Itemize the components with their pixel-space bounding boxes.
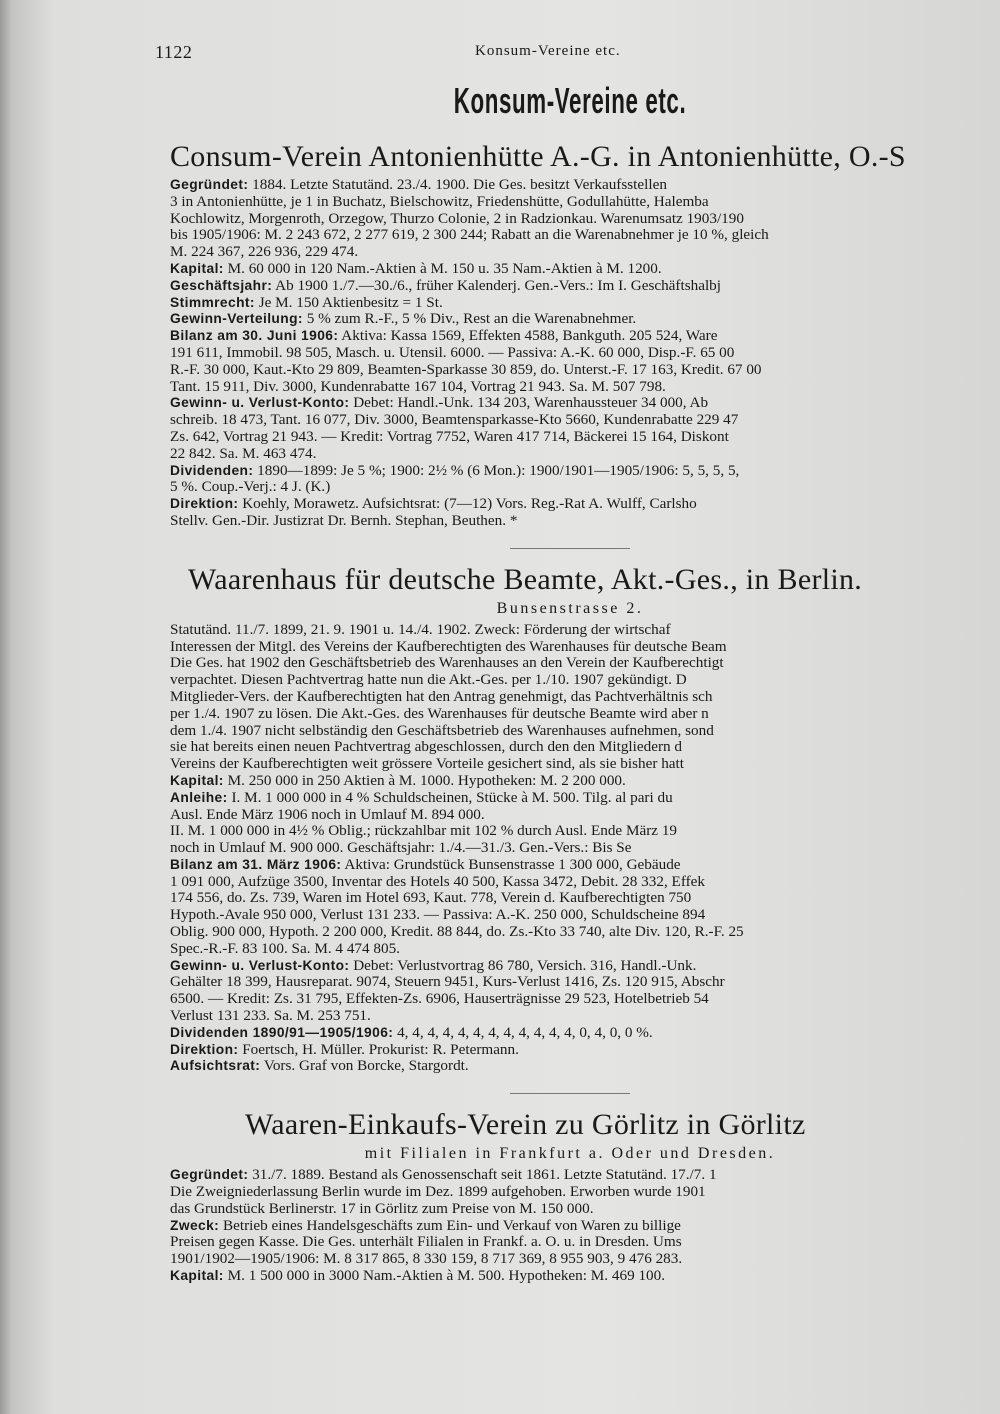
field-text: Je M. 150 Aktienbesitz = 1 St. (254, 294, 443, 311)
text-line (170, 412, 970, 429)
field-text: Die Zweigniederlassung Berlin wurde im Dez. 1899 aufgehoben. Erworben wurde 1901 (170, 1184, 706, 1201)
text-line (170, 941, 970, 958)
field-label: Dividenden 1890/91—1905/1906: (170, 1024, 394, 1040)
field-text: noch in Umlauf M. 900 000. Geschäftsjahr: 1./4.—31./3. Gen.-Vers.: Bis Se (170, 840, 632, 857)
text-line (170, 1251, 970, 1268)
company-subtitle: Bunsenstrasse 2. (496, 599, 644, 617)
field-label: Gegründet: (170, 1167, 249, 1183)
binding-shadow (0, 0, 55, 1414)
field-text: Interessen der Mitgl. des Vereins der Kaufberechtigten des Warenhauses für deutsche Beam (170, 638, 727, 655)
field-text: Betrieb eines Handelsgeschäfts zum Ein- und Verkauf von Waren zu billige (219, 1217, 681, 1234)
text-line (170, 311, 970, 328)
section-divider (510, 548, 630, 549)
field-label: Bilanz am 31. März 1906: (170, 856, 342, 872)
company-title: Waaren-Einkaufs-Verein zu Görlitz in Görlitz (245, 1108, 806, 1142)
field-text: per 1./4. 1907 zu lösen. Die Akt.-Ges. des Warenhauses für deutsche Beamte wird aber n (170, 705, 709, 722)
page-content (155, 38, 970, 1285)
field-text: 31./7. 1889. Bestand als Genossenschaft seit 1861. Letzte Statutänd. 17./7. 1 (248, 1167, 717, 1184)
field-text: R.-F. 30 000, Kaut.-Kto 29 809, Beamten-Sparkasse 30 859, do. Unterst.-F. 17 163, Kredit. 67 00 (170, 361, 762, 378)
field-label: Gewinn- u. Verlust-Konto: (170, 957, 350, 973)
text-line (170, 840, 970, 857)
field-label: Stimmrecht: (170, 294, 255, 310)
text-line (170, 773, 970, 790)
field-label: Zweck: (170, 1217, 220, 1233)
text-line (170, 924, 970, 941)
text-line (170, 823, 970, 840)
text-line (170, 622, 970, 639)
field-text: das Grundstück Berlinerstr. 17 in Görlitz zum Preise von M. 150 000. (170, 1200, 594, 1217)
field-text: Aktiva: Kassa 1569, Effekten 4588, Bankguth. 205 524, Ware (338, 328, 718, 345)
text-line (170, 672, 970, 689)
field-text: M. 250 000 in 250 Aktien à M. 1000. Hypotheken: M. 2 200 000. (223, 772, 626, 789)
text-line (170, 379, 970, 396)
field-text: schreib. 18 473, Tant. 16 077, Div. 3000, Beamtensparkasse-Kto 5660, Kundenrabatte 229 47 (170, 412, 739, 429)
page-number: 1122 (155, 42, 193, 62)
field-label: Geschäftsjahr: (170, 277, 273, 293)
text-line (170, 446, 970, 463)
text-line (170, 227, 970, 244)
field-text: 3 in Antonienhütte, je 1 in Buchatz, Bielschowitz, Friedenshütte, Godullahütte, Halemba (170, 193, 709, 210)
field-text: 1890—1899: Je 5 %; 1900: 2½ % (6 Mon.): 1900/1901—1905/1906: 5, 5, 5, 5, (253, 462, 740, 479)
field-text: 1884. Letzte Statutänd. 23./4. 1900. Die Ges. besitzt Verkaufsstellen (248, 177, 667, 193)
text-line (170, 958, 970, 975)
field-text: 4, 4, 4, 4, 4, 4, 4, 4, 4, 4, 4, 4, 0, 4, 0, 0 %. (393, 1024, 653, 1041)
text-line (170, 907, 970, 924)
text-line (170, 756, 970, 773)
text-line (170, 991, 970, 1008)
text-line (170, 1218, 970, 1235)
text-line (170, 362, 970, 379)
company-entry (170, 140, 970, 530)
text-line (170, 874, 970, 891)
text-line (170, 790, 970, 807)
field-text: Koehly, Morawetz. Aufsichtsrat: (7—12) Vors. Reg.-Rat A. Wulff, Carlsho (238, 496, 697, 513)
field-text: Zs. 642, Vortrag 21 943. — Kredit: Vortrag 7752, Waren 417 714, Bäckerei 15 164, Diskont (170, 428, 729, 445)
text-line (170, 177, 970, 194)
text-line (170, 479, 970, 496)
field-text: Vors. Graf von Borcke, Stargordt. (260, 1058, 469, 1075)
text-line (170, 857, 970, 874)
text-line (170, 295, 970, 312)
field-text: Kochlowitz, Morgenroth, Orzegow, Thurzo Colonie, 2 in Radzionkau. Warenumsatz 1903/190 (170, 210, 744, 227)
field-text: bis 1905/1906: M. 2 243 672, 2 277 619, 2 300 244; Rabatt an die Warenabnehmer je 10 %, gleich (170, 227, 769, 244)
text-line (170, 328, 970, 345)
field-label: Bilanz am 30. Juni 1906: (170, 328, 339, 344)
field-label: Kapital: (170, 1268, 224, 1284)
text-line (170, 723, 970, 740)
text-line (170, 655, 970, 672)
field-label: Direktion: (170, 496, 239, 512)
field-text: Preisen gegen Kasse. Die Ges. unterhält Filialen in Frankf. a. O. u. in Dresden. Ums (170, 1234, 682, 1251)
field-text: Stellv. Gen.-Dir. Justizrat Dr. Bernh. Stephan, Beuthen. * (170, 512, 518, 529)
field-text: Oblig. 900 000, Hypoth. 2 200 000, Kredit. 88 844, do. Zs.-Kto 33 740, alte Div. 120, R.-F. 25 (170, 924, 744, 941)
field-text: Mitglieder-Vers. der Kaufberechtigten hat den Antrag genehmigt, das Pachtverhältnis sch (170, 688, 713, 705)
field-text: Ab 1900 1./7.—30./6., früher Kalenderj. Gen.-Vers.: Im I. Geschäftshalbj (272, 277, 721, 294)
text-line (170, 1008, 970, 1025)
company-title: Waarenhaus für deutsche Beamte, Akt.-Ges., in Berlin. (188, 562, 863, 596)
field-label: Dividenden: (170, 462, 254, 478)
text-line (170, 211, 970, 228)
section-divider (510, 1093, 630, 1094)
text-line (170, 513, 970, 530)
field-text: 6500. — Kredit: Zs. 31 795, Effekten-Zs. 6906, Hauserträgnisse 29 523, Hotelbetrieb 54 (170, 991, 709, 1008)
text-line (170, 639, 970, 656)
text-line (170, 345, 970, 362)
field-label: Gegründet: (170, 177, 249, 192)
text-line (170, 1184, 970, 1201)
field-text: Statutänd. 11./7. 1899, 21. 9. 1901 u. 14./4. 1902. Zweck: Förderung der wirtschaf (170, 621, 671, 638)
field-text: Debet: Handl.-Unk. 134 203, Warenhaussteuer 34 000, Ab (349, 395, 709, 412)
field-text: Foertsch, H. Müller. Prokurist: R. Petermann. (238, 1041, 519, 1058)
company-entry (170, 548, 970, 1076)
text-line (170, 1268, 970, 1285)
field-text: dem 1./4. 1907 nicht selbständig den Geschäftsbetrieb des Warenhauses aufnehmen, sond (170, 722, 714, 739)
text-line (170, 706, 970, 723)
company-entry (170, 1093, 970, 1285)
text-line (170, 261, 970, 278)
field-text: verpachtet. Diesen Pachtvertrag hatte nun die Akt.-Ges. per 1./10. 1907 gekündigt. D (170, 672, 687, 689)
text-line (170, 1025, 970, 1042)
text-line (170, 1234, 970, 1251)
field-text: 191 611, Immobil. 98 505, Masch. u. Utensil. 6000. — Passiva: A.-K. 60 000, Disp.-F. 65 00 (170, 344, 735, 361)
field-text: Debet: Verlustvortrag 86 780, Versich. 316, Handl.-Unk. (349, 957, 697, 974)
field-label: Gewinn- u. Verlust-Konto: (170, 395, 350, 411)
field-label: Direktion: (170, 1041, 239, 1057)
field-text: Hypoth.-Avale 950 000, Verlust 131 233. — Passiva: A.-K. 250 000, Schuldscheine 894 (170, 907, 706, 924)
field-text: 5 % zum R.-F., 5 % Div., Rest an die Warenabnehmer. (302, 311, 637, 328)
text-line (170, 395, 970, 412)
field-text: Vereins der Kaufberechtigten weit grössere Vorteile gesichert sind, als sie bisher hatt (170, 756, 684, 773)
text-line (170, 1058, 970, 1075)
text-line (170, 244, 970, 261)
company-subtitle: mit Filialen in Frankfurt a. Oder und Dresden. (364, 1145, 776, 1163)
text-line (170, 429, 970, 446)
field-text: sie hat bereits einen neuen Pachtvertrag abgeschlossen, durch den den Mitgliedern d (170, 739, 682, 756)
field-text: Aktiva: Grundstück Bunsenstrasse 1 300 000, Gebäude (341, 856, 681, 873)
field-text: I. M. 1 000 000 in 4 % Schuldscheinen, Stücke à M. 500. Tilg. al pari du (227, 789, 673, 806)
field-label: Anleihe: (170, 789, 228, 805)
field-label: Aufsichtsrat: (170, 1058, 261, 1074)
text-line (170, 496, 970, 513)
field-text: 1901/1902—1905/1906: M. 8 317 865, 8 330 159, 8 717 369, 8 955 903, 9 476 283. (170, 1251, 683, 1268)
text-line (170, 689, 970, 706)
text-line (170, 194, 970, 211)
text-line (170, 807, 970, 824)
field-text: II. M. 1 000 000 in 4½ % Oblig.; rückzahlbar mit 102 % durch Ausl. Ende März 19 (170, 823, 678, 840)
text-line (170, 1167, 970, 1184)
text-line (170, 278, 970, 295)
text-line (170, 1042, 970, 1059)
running-title: Konsum-Vereine etc. (475, 43, 621, 59)
field-label: Kapital: (170, 772, 224, 788)
company-title: Consum-Verein Antonienhütte A.-G. in Antonienhütte, O.-S (170, 140, 906, 173)
text-line (170, 1201, 970, 1218)
text-line (170, 974, 970, 991)
field-text: Tant. 15 911, Div. 3000, Kundenrabatte 167 104, Vortrag 21 943. Sa. M. 507 798. (170, 378, 666, 395)
field-text: M. 1 500 000 in 3000 Nam.-Aktien à M. 500. Hypotheken: M. 469 100. (223, 1268, 666, 1285)
field-label: Kapital: (170, 260, 224, 276)
field-text: Ausl. Ende März 1906 noch in Umlauf M. 894 000. (170, 806, 485, 823)
text-line (170, 890, 970, 907)
text-line (170, 739, 970, 756)
field-label: Gewinn-Verteilung: (170, 311, 303, 327)
field-text: 5 %. Coup.-Verj.: 4 J. (K.) (170, 479, 331, 496)
running-header (155, 38, 970, 66)
section-heading: Konsum-Vereine etc. (453, 80, 687, 121)
field-text: 22 842. Sa. M. 463 474. (170, 445, 317, 462)
field-text: M. 224 367, 226 936, 229 474. (170, 244, 359, 261)
field-text: Spec.-R.-F. 83 100. Sa. M. 4 474 805. (170, 940, 400, 957)
field-text: Verlust 131 233. Sa. M. 253 751. (170, 1008, 371, 1025)
text-line (170, 463, 970, 480)
field-text: 1 091 000, Aufzüge 3500, Inventar des Hotels 40 500, Kassa 3472, Debit. 28 332, Effek (170, 873, 705, 890)
entries-list (170, 140, 970, 1285)
field-text: M. 60 000 in 120 Nam.-Aktien à M. 150 u. 35 Nam.-Aktien à M. 1200. (223, 260, 662, 277)
field-text: Die Ges. hat 1902 den Geschäftsbetrieb des Warenhauses an den Verein der Kaufberechtigt (170, 655, 724, 672)
field-text: 174 556, do. Zs. 739, Waren im Hotel 693, Kaut. 778, Verein d. Kaufberechtigten 750 (170, 890, 692, 907)
field-text: Gehälter 18 399, Hausreparat. 9074, Steuern 9451, Kurs-Verlust 1416, Zs. 120 915, Abschr (170, 974, 725, 991)
